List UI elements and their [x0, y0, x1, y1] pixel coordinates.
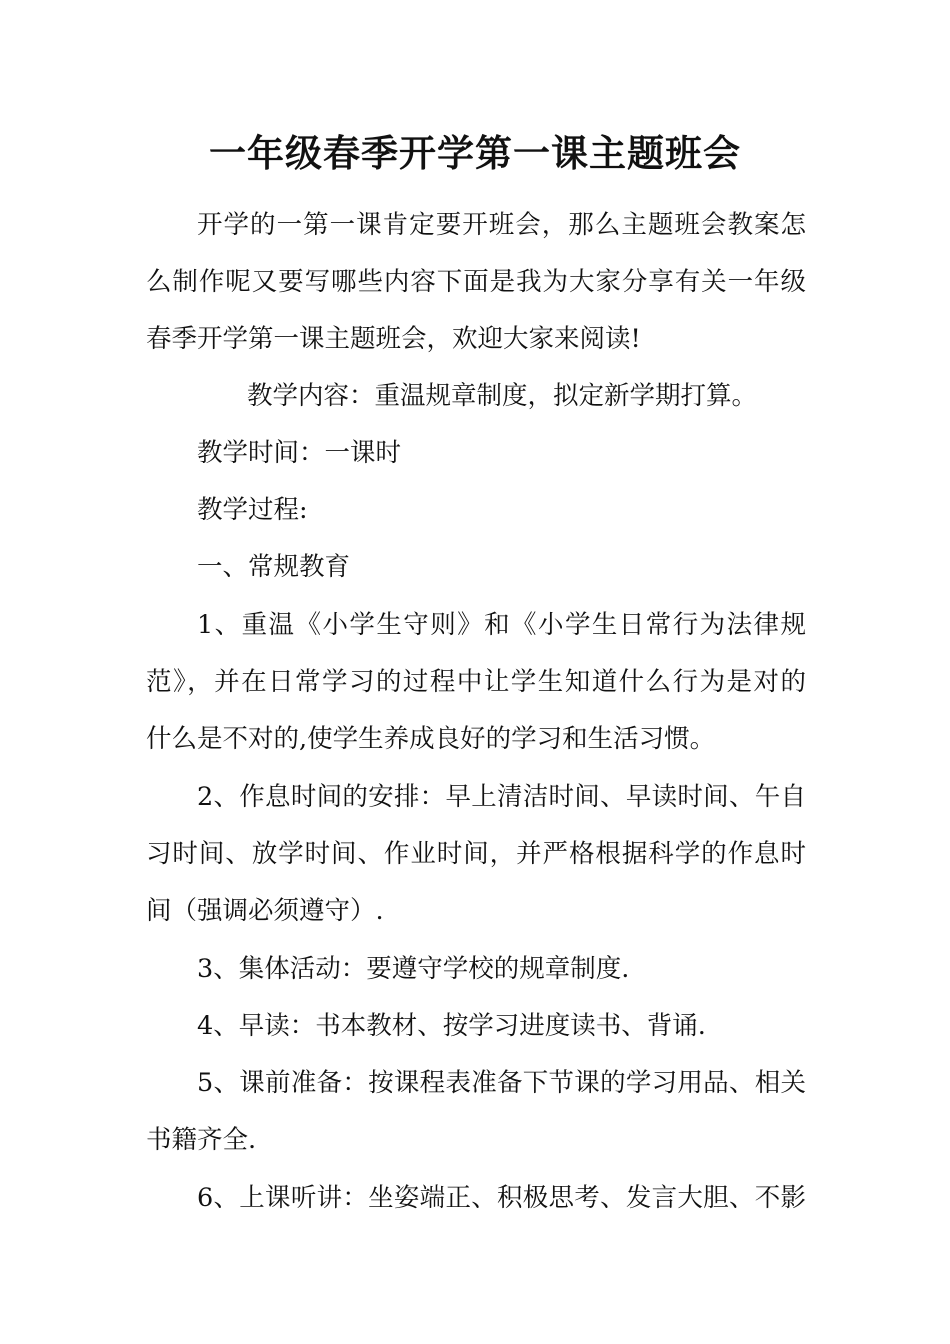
section-heading: 一、常规教育 — [197, 552, 351, 582]
paragraph-line: 2、作息时间的安排：早上清洁时间、早读时间、午自 — [197, 782, 806, 812]
document-title: 一年级春季开学第一课主题班会 — [209, 131, 741, 175]
paragraph-line: 习时间、放学时间、作业时间，并严格根据科学的作息时 — [146, 839, 806, 869]
paragraph-line: 6、上课听讲：坐姿端正、积极思考、发言大胆、不影 — [197, 1183, 806, 1213]
paragraph-line: 教学时间：一课时 — [197, 438, 402, 468]
paragraph-line: 春季开学第一课主题班会，欢迎大家来阅读! — [146, 324, 641, 354]
paragraph-line: 4、早读：书本教材、按学习进度读书、背诵. — [197, 1011, 706, 1041]
paragraph-line: 范》，并在日常学习的过程中让学生知道什么行为是对的 — [146, 667, 806, 697]
paragraph-line: 开学的一第一课肯定要开班会，那么主题班会教案怎 — [197, 210, 806, 240]
paragraph-line: 3、集体活动：要遵守学校的规章制度. — [197, 954, 630, 984]
paragraph-line: 教学内容：重温规章制度，拟定新学期打算。 — [247, 381, 758, 411]
paragraph-line: 1、重温《小学生守则》和《小学生日常行为法律规 — [197, 610, 806, 640]
paragraph-line: 5、课前准备：按课程表准备下节课的学习用品、相关 — [197, 1068, 806, 1098]
paragraph-line: 间（强调必须遵守）. — [146, 896, 384, 926]
paragraph-line: 什么是不对的,使学生养成良好的学习和生活习惯。 — [146, 724, 716, 754]
paragraph-line: 书籍齐全. — [146, 1125, 257, 1155]
paragraph-line: 教学过程: — [197, 495, 308, 525]
paragraph-line: 么制作呢又要写哪些内容下面是我为大家分享有关一年级 — [146, 267, 806, 297]
